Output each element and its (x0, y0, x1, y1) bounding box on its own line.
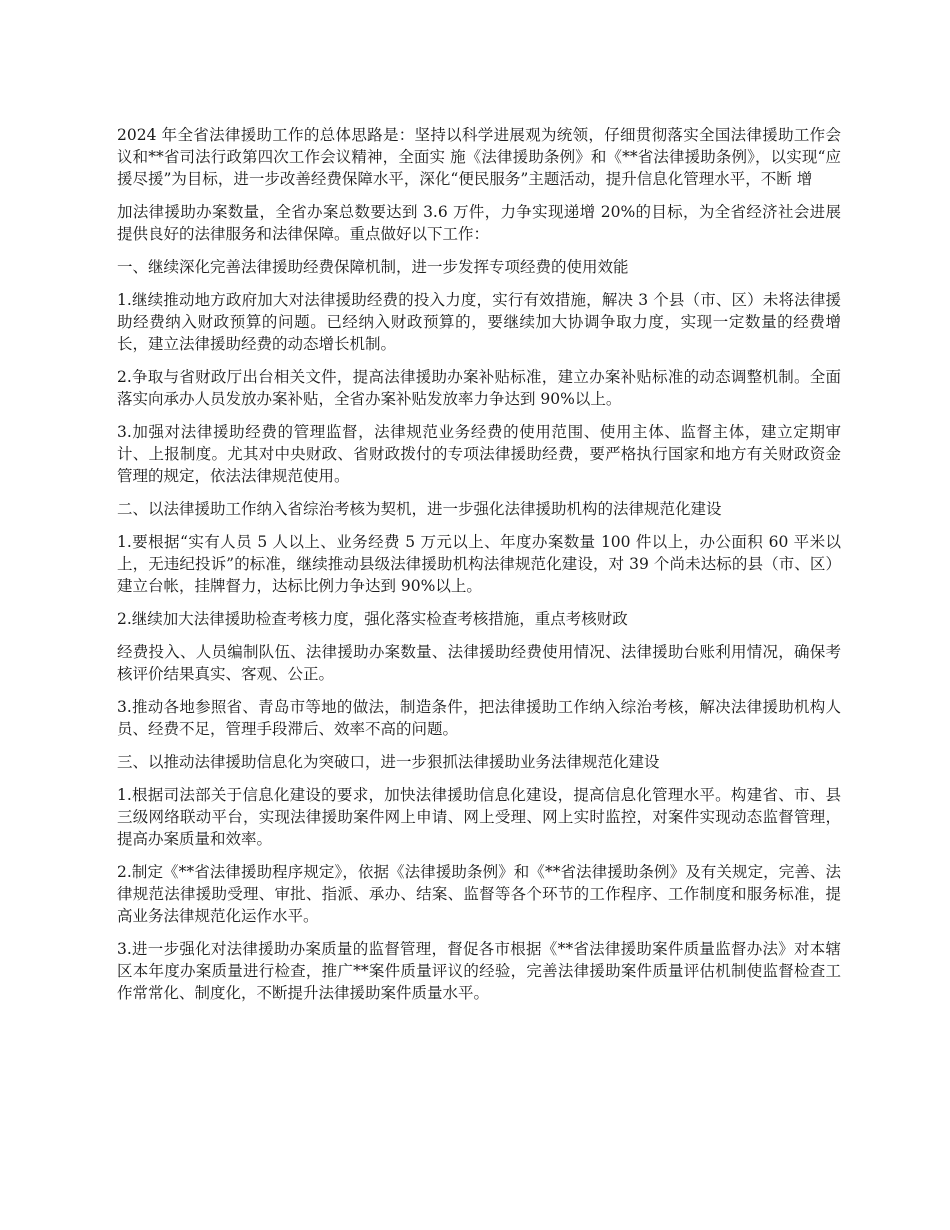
section-1-item-1: 1.继续推动地方政府加大对法律援助经费的投入力度，实行有效措施，解决 3 个县（市、区）未将法律援助经费纳入财政预算的问题。已经纳入财政预算的，要继续加大协调争取力度，实现一定数量的经费增长，建立法律援助经费的动态增长机制。 (117, 291, 841, 353)
section-1-item-3: 3.加强对法律援助经费的管理监督，法律规范业务经费的使用范围、使用主体、监督主体，建立定期审计、上报制度。尤其对中央财政、省财政拨付的专项法律援助经费，要严格执行国家和地方有关财政资金管理的规定，依法法律规范使用。 (117, 423, 841, 485)
section-heading-3: 三、以推动法律援助信息化为突破口，进一步狠抓法律援助业务法律规范化建设 (117, 753, 660, 771)
section-heading-2: 二、以法律援助工作纳入省综治考核为契机，进一步强化法律援助机构的法律规范化建设 (117, 500, 722, 518)
document-body (117, 124, 841, 1015)
section-2-item-2: 2.继续加大法律援助检查考核力度，强化落实检查考核措施，重点考核财政 (117, 610, 628, 628)
section-2-item-3: 3.推动各地参照省、青岛市等地的做法，制造条件，把法律援助工作纳入综治考核，解决法律援助机构人员、经费不足，管理手段滞后、效率不高的问题。 (117, 698, 841, 738)
section-2-item-2-continued: 经费投入、人员编制队伍、法律援助办案数量、法律援助经费使用情况、法律援助台账利用情况，确保考核评价结果真实、客观、公正。 (117, 643, 841, 683)
section-3-item-3: 3.进一步强化对法律援助办案质量的监督管理，督促各市根据《**省法律援助案件质量监督办法》对本辖区本年度办案质量进行检查，推广**案件质量评议的经验，完善法律援助案件质量评估机制使监督检查工作常常化、制度化，不断提升法律援助案件质量水平。 (117, 940, 841, 1002)
section-3-item-1: 1.根据司法部关于信息化建设的要求，加快法律援助信息化建设，提高信息化管理水平。构建省、市、县三级网络联动平台，实现法律援助案件网上申请、网上受理、网上实时监控，对案件实现动态监督管理，提高办案质量和效率。 (117, 786, 841, 848)
intro-paragraph-continued: 加法律援助办案数量，全省办案总数要达到 3.6 万件，力争实现递增 20%的目标，为全省经济社会进展提供良好的法律服务和法律保障。重点做好以下工作： (117, 203, 841, 243)
section-heading-1: 一、继续深化完善法律援助经费保障机制，进一步发挥专项经费的使用效能 (117, 258, 629, 276)
section-2-item-1: 1.要根据“实有人员 5 人以上、业务经费 5 万元以上、年度办案数量 100 件以上，办公面积 60 平米以上，无违纪投诉”的标准，继续推动县级法律援助机构法律规范化建设，对 39 个尚未达标的县（市、区）建立台帐，挂牌督力，达标比例力争达到 90%以上。 (117, 533, 841, 595)
section-3-item-2: 2.制定《**省法律援助程序规定》，依据《法律援助条例》和《**省法律援助条例》及有关规定，完善、法律规范法律援助受理、审批、指派、承办、结案、监督等各个环节的工作程序、工作制度和服务标准，提高业务法律规范化运作水平。 (117, 863, 841, 925)
section-1-item-2: 2.争取与省财政厅出台相关文件，提高法律援助办案补贴标准，建立办案补贴标准的动态调整机制。全面落实向承办人员发放办案补贴，全省办案补贴发放率力争达到 90%以上。 (117, 368, 841, 408)
intro-paragraph: 2024 年全省法律援助工作的总体思路是：坚持以科学进展观为统领，仔细贯彻落实全国法律援助工作会议和**省司法行政第四次工作会议精神，全面实 施《法律援助条例》和《**省法律援助条例》，以实现“应援尽援”为目标，进一步改善经费保障水平，深化“便民服务”主题活动，提升信息化管理水平，不断 增 (117, 126, 841, 188)
